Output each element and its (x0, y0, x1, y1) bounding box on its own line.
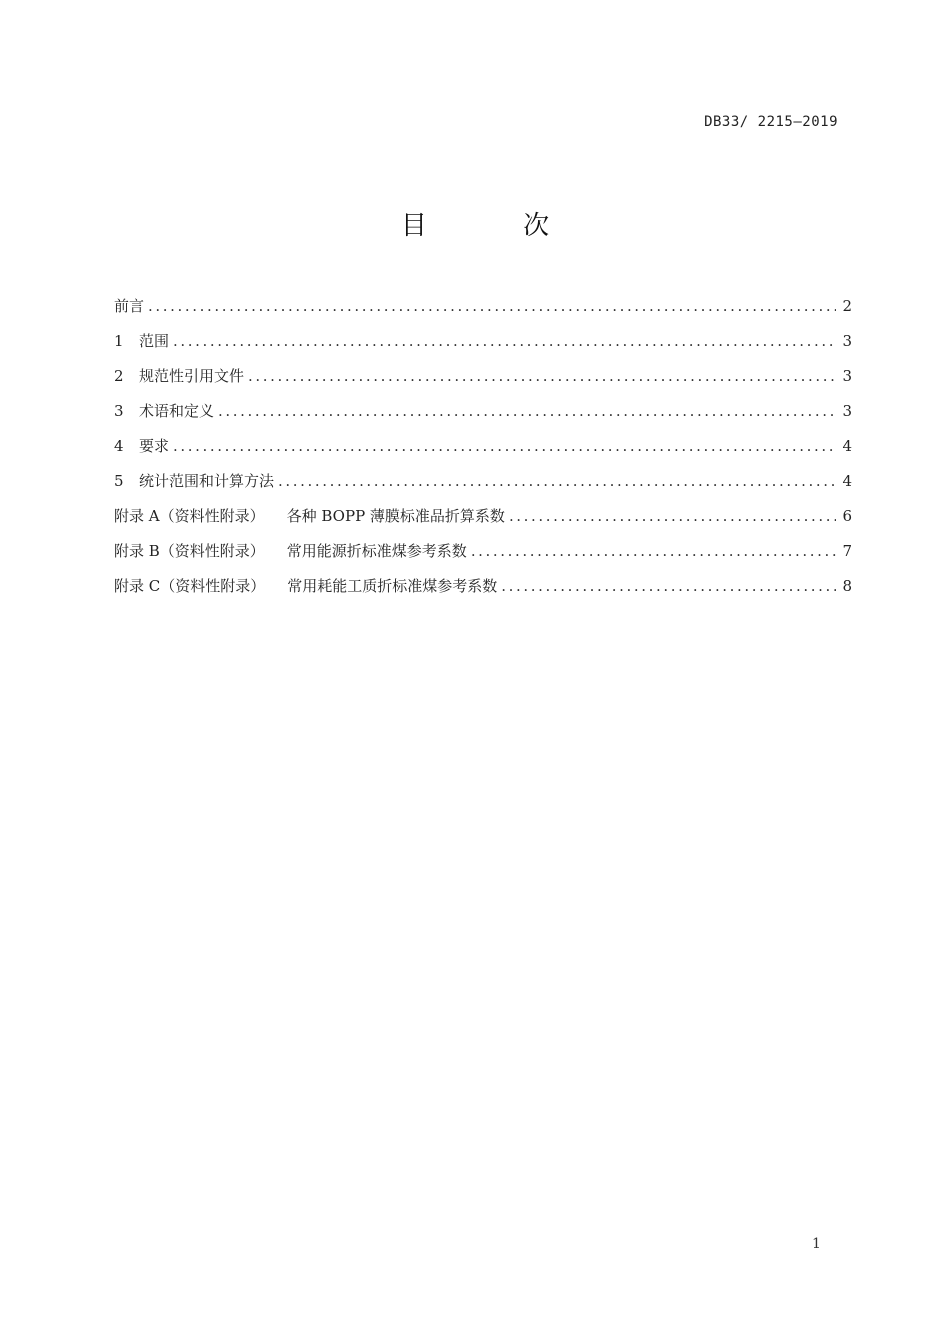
toc-entry-label: 术语和定义 (139, 402, 215, 420)
toc-leader-dots (248, 364, 836, 388)
toc-entry-label: 前言 (114, 297, 145, 315)
toc-entry-terms-definitions[interactable] (114, 399, 852, 434)
toc-entry-label: 附录 B（资料性附录） (114, 542, 265, 560)
toc-leader-dots (218, 399, 836, 423)
toc-entry-page: 3 (842, 402, 852, 420)
toc-entry-number: 3 (114, 402, 124, 420)
toc-entry-page: 6 (842, 507, 852, 525)
toc-entry-page: 2 (842, 297, 852, 315)
toc-entry-number: 1 (114, 332, 124, 350)
toc-entry-statistics-scope[interactable] (114, 469, 852, 504)
toc-entry-page: 3 (842, 332, 852, 350)
toc-leader-dots (173, 329, 836, 353)
toc-appendix-title: 常用耗能工质折标准煤参考系数 (287, 577, 498, 595)
toc-entry-label: 范围 (139, 332, 170, 350)
toc-entry-number: 4 (114, 437, 124, 455)
toc-entry-appendix-c[interactable] (114, 574, 852, 609)
toc-appendix-title: 各种 BOPP 薄膜标准品折算系数 (286, 507, 505, 525)
toc-entry-label: 统计范围和计算方法 (139, 472, 275, 490)
toc-entry-scope[interactable] (114, 329, 852, 364)
toc-entry-label: 规范性引用文件 (139, 367, 245, 385)
page-number: 1 (812, 1236, 821, 1252)
toc-leader-dots (501, 574, 836, 598)
toc-appendix-title: 常用能源折标准煤参考系数 (286, 542, 467, 560)
toc-entry-appendix-b[interactable] (114, 539, 852, 574)
toc-entry-number: 2 (114, 367, 124, 385)
table-of-contents (114, 294, 852, 609)
toc-entry-label: 附录 A（资料性附录） (114, 507, 265, 525)
toc-entry-number: 5 (114, 472, 124, 490)
page-title: 目 次 (400, 211, 594, 241)
toc-entry-label: 附录 C（资料性附录） (114, 577, 266, 595)
toc-entry-page: 4 (842, 437, 852, 455)
toc-leader-dots (471, 539, 836, 563)
toc-entry-foreword[interactable] (114, 294, 852, 329)
toc-leader-dots (148, 294, 836, 318)
toc-entry-page: 4 (842, 472, 852, 490)
toc-entry-page: 8 (842, 577, 852, 595)
toc-leader-dots (509, 504, 836, 528)
toc-entry-page: 3 (842, 367, 852, 385)
toc-entry-requirements[interactable] (114, 434, 852, 469)
standard-code: DB33/ 2215—2019 (704, 114, 838, 130)
toc-leader-dots (173, 434, 836, 458)
toc-entry-normative-references[interactable] (114, 364, 852, 399)
toc-entry-label: 要求 (139, 437, 170, 455)
toc-leader-dots (278, 469, 836, 493)
toc-entry-page: 7 (842, 542, 852, 560)
toc-entry-appendix-a[interactable] (114, 504, 852, 539)
